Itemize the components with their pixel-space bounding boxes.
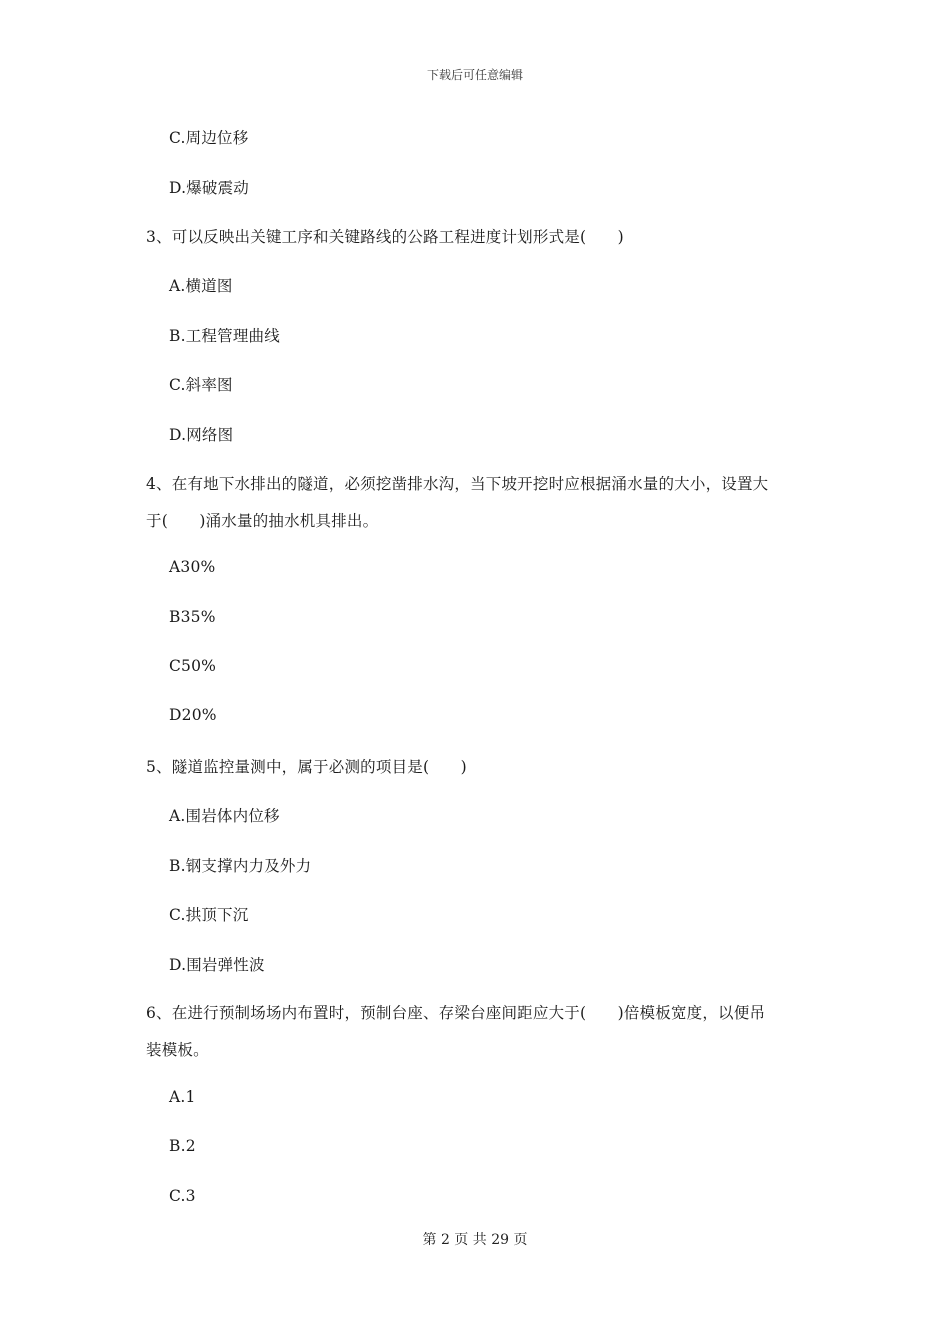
question-4-line-1: 4、在有地下水排出的隧道，必须挖凿排水沟，当下坡开挖时应根据涌水量的大小，设置大 [146,475,769,493]
option-4a: A30% [169,558,216,576]
option-6a: A.1 [169,1088,196,1106]
question-5: 5、隧道监控量测中，属于必测的项目是( ) [146,758,467,776]
page-header: 下载后可任意编辑 [426,68,523,82]
option-3a: A.横道图 [169,277,233,295]
option-5a: A.围岩体内位移 [169,807,280,825]
question-3: 3、可以反映出关键工序和关键路线的公路工程进度计划形式是( ) [146,228,624,246]
option-2c: C.周边位移 [169,129,249,147]
question-4-line-2: 于( )涌水量的抽水机具排出。 [146,512,379,530]
option-2d: D.爆破震动 [169,179,250,197]
option-6b: B.2 [169,1137,196,1155]
option-3c: C.斜率图 [169,376,233,394]
option-6c: C.3 [169,1187,196,1205]
question-6-line-1: 6、在进行预制场场内布置时，预制台座、存梁台座间距应大于( )倍模板宽度，以便吊 [146,1004,766,1022]
option-5c: C.拱顶下沉 [169,906,249,924]
option-5d: D.围岩弹性波 [169,956,265,974]
option-5b: B.钢支撑内力及外力 [169,857,312,875]
option-4c: C50% [169,657,217,675]
option-3b: B.工程管理曲线 [169,327,280,345]
option-4b: B35% [169,608,216,626]
option-3d: D.网络图 [169,426,234,444]
option-4d: D20% [169,706,217,724]
question-6-line-2: 装模板。 [146,1041,209,1059]
page-footer: 第 2 页 共 29 页 [422,1232,528,1248]
